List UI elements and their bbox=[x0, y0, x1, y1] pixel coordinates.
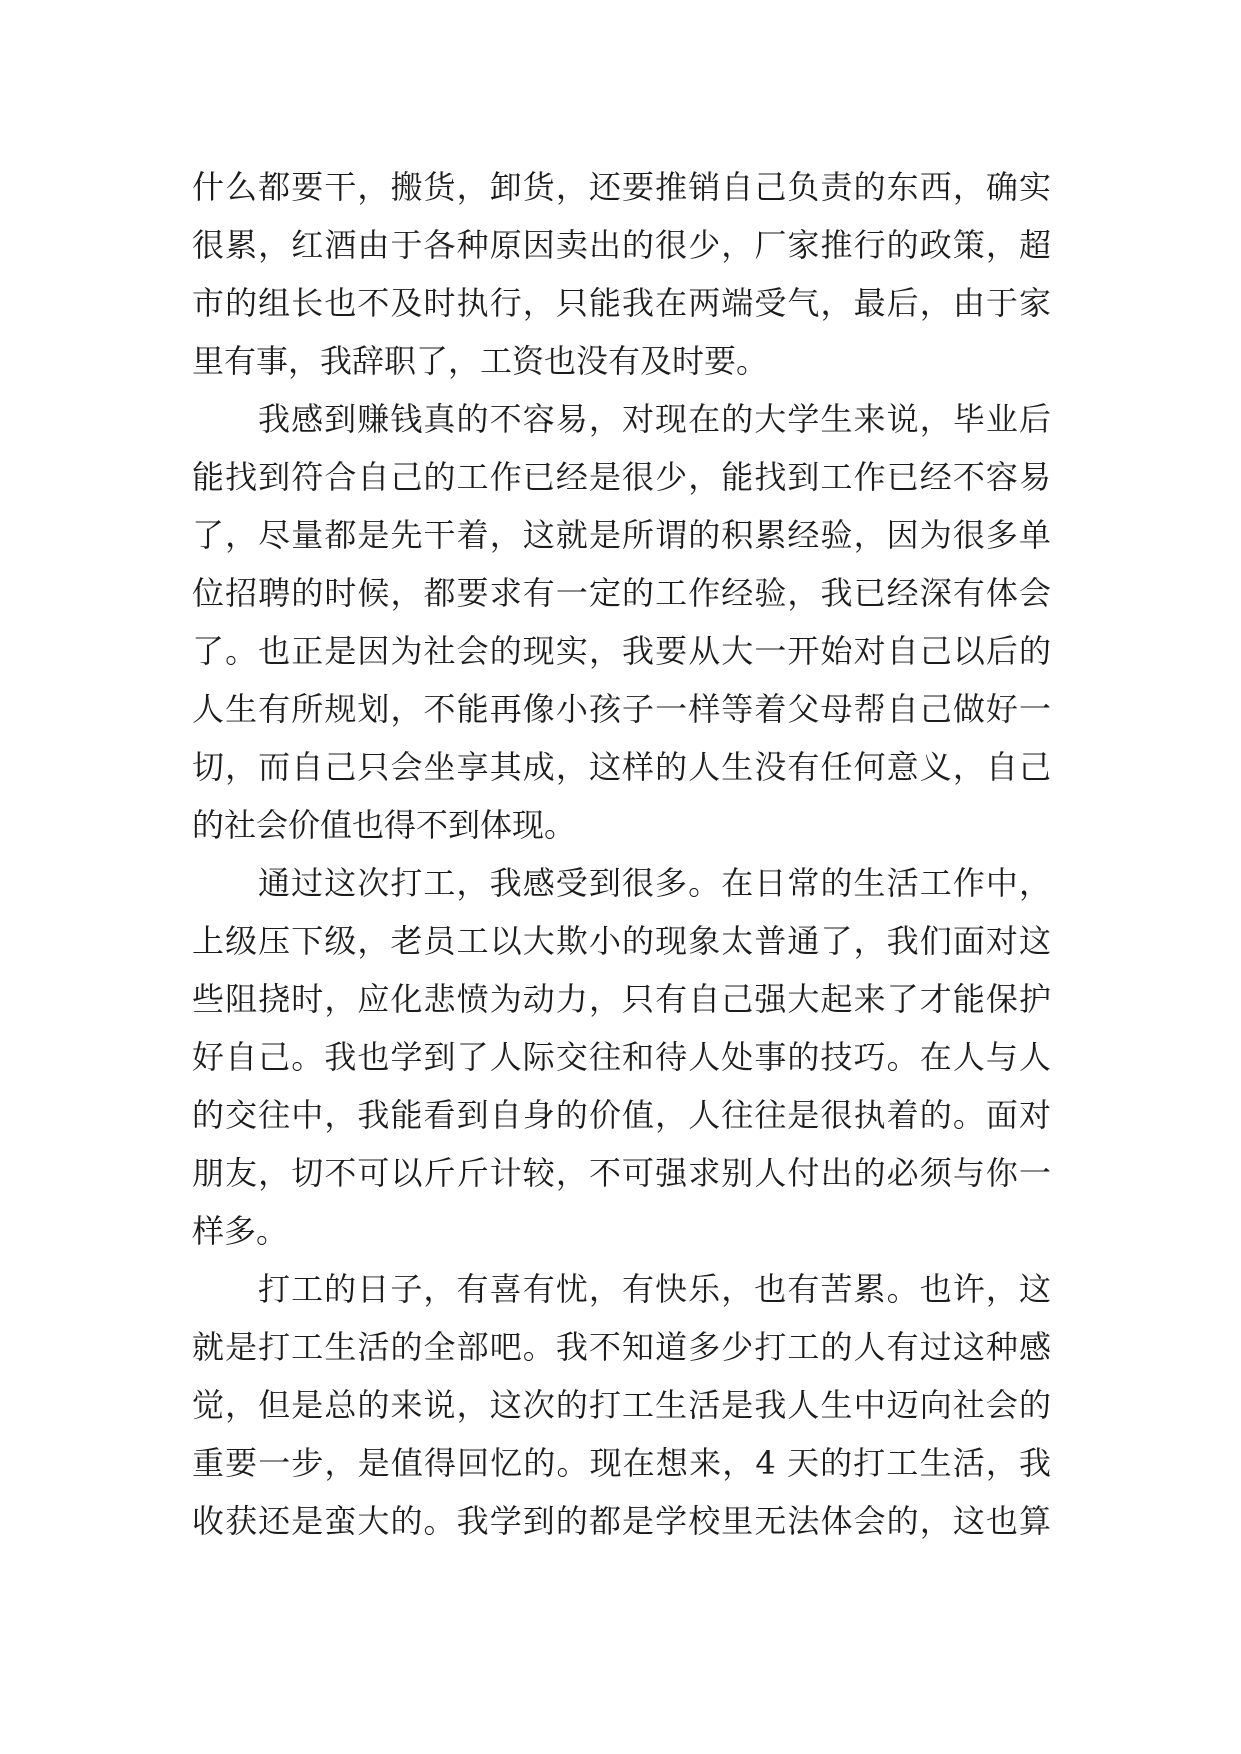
paragraph bbox=[192, 854, 1051, 1260]
text-line: 人生有所规划，不能再像小孩子一样等着父母帮自己做好一 bbox=[192, 690, 1051, 728]
text-line: 就是打工生活的全部吧。我不知道多少打工的人有过这种感 bbox=[192, 1328, 1051, 1366]
text-line: 样多。 bbox=[192, 1212, 289, 1250]
text-line: 切，而自己只会坐享其成，这样的人生没有任何意义，自己 bbox=[192, 748, 1051, 786]
text-line: 朋友，切不可以斤斤计较，不可强求别人付出的必须与你一 bbox=[192, 1154, 1051, 1192]
text-line: 上级压下级，老员工以大欺小的现象太普通了，我们面对这 bbox=[192, 922, 1051, 960]
text-line: 些阻挠时，应化悲愤为动力，只有自己强大起来了才能保护 bbox=[192, 980, 1051, 1018]
text-line: 我感到赚钱真的不容易，对现在的大学生来说，毕业后 bbox=[258, 400, 1051, 438]
text-line: 位招聘的时候，都要求有一定的工作经验，我已经深有体会 bbox=[192, 574, 1051, 612]
text-line: 通过这次打工，我感受到很多。在日常的生活工作中， bbox=[258, 864, 1051, 902]
document-body bbox=[192, 158, 1051, 1550]
text-line: 市的组长也不及时执行，只能我在两端受气，最后，由于家 bbox=[192, 284, 1051, 322]
text-line: 了，尽量都是先干着，这就是所谓的积累经验，因为很多单 bbox=[192, 516, 1051, 554]
text-line: 什么都要干，搬货，卸货，还要推销自己负责的东西，确实 bbox=[192, 168, 1051, 206]
paragraph bbox=[192, 390, 1051, 854]
text-line: 收获还是蛮大的。我学到的都是学校里无法体会的，这也算 bbox=[192, 1502, 1051, 1540]
text-line: 觉，但是总的来说，这次的打工生活是我人生中迈向社会的 bbox=[192, 1386, 1051, 1424]
text-line: 重要一步，是值得回忆的。现在想来，4 天的打工生活，我 bbox=[192, 1444, 1051, 1482]
text-line: 能找到符合自己的工作已经是很少，能找到工作已经不容易 bbox=[192, 458, 1051, 496]
text-line: 里有事，我辞职了，工资也没有及时要。 bbox=[192, 342, 769, 380]
paragraph bbox=[192, 158, 1051, 390]
text-line: 的交往中，我能看到自身的价值，人往往是很执着的。面对 bbox=[192, 1096, 1051, 1134]
text-line: 很累，红酒由于各种原因卖出的很少，厂家推行的政策，超 bbox=[192, 226, 1051, 264]
text-line: 的社会价值也得不到体现。 bbox=[192, 806, 577, 844]
text-line: 打工的日子，有喜有忧，有快乐，也有苦累。也许，这 bbox=[258, 1270, 1051, 1308]
text-line: 好自己。我也学到了人际交往和待人处事的技巧。在人与人 bbox=[192, 1038, 1051, 1076]
paragraph bbox=[192, 1260, 1051, 1550]
text-line: 了。也正是因为社会的现实，我要从大一开始对自己以后的 bbox=[192, 632, 1051, 670]
